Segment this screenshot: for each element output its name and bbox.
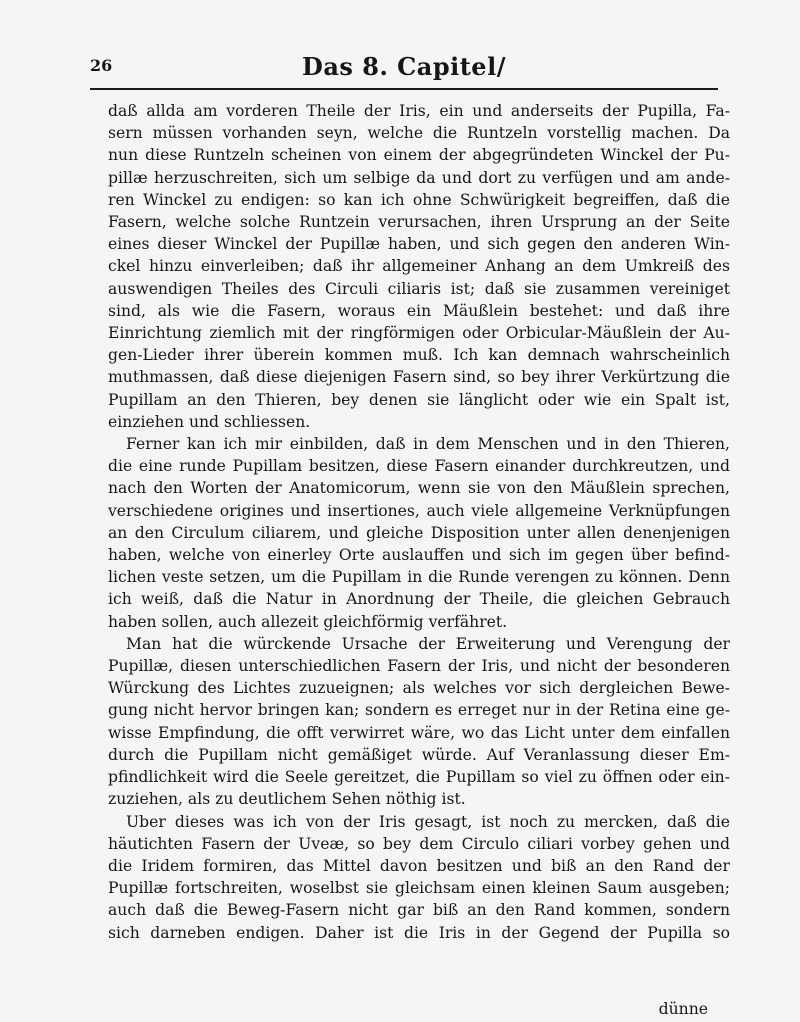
text-line: Man hat die würckende Ursache der Erweiterung und Verengung der [126,634,730,653]
text-line: wisse Empfindung, die offt verwirret wäre, wo das Licht unter dem einfallen [108,723,730,742]
text-line: Ferner kan ich mir einbilden, daß in dem Menschen und in den Thieren, [126,435,730,454]
text-line: pfindlichkeit wird die Seele gereitzet, die Pupillam so viel zu öffnen oder ein- [108,768,730,787]
text-line: an den Circulum ciliarem, und gleiche Disposition unter allen denenjenigen [108,523,730,542]
text-line: häutichten Fasern der Uveæ, so bey dem Circulo ciliari vorbey gehen und [108,834,730,853]
text-line: Pupillæ fortschreiten, woselbst sie gleichsam einen kleinen Saum ausgeben; [108,879,730,898]
text-line: pillæ herzuschreiten, sich um selbige da und dort zu verfügen und am ande- [108,168,730,187]
text-line: haben sollen, auch allezeit gleichförmig verfähret. [108,612,508,631]
text-line: durch die Pupillam nicht gemäßiget würde. Auf Veranlassung dieser Em- [108,745,730,764]
text-line: sind, als wie die Fasern, woraus ein Mäußlein bestehet: und daß ihre [108,301,730,320]
text-line: gen-Lieder ihrer überein kommen muß. Ich kan demnach wahrscheinlich [108,346,730,365]
text-line: Würckung des Lichtes zuzueignen; als welches vor sich dergleichen Bewe- [108,679,730,698]
text-line: auch daß die Beweg-Fasern nicht gar biß an den Rand kommen, sondern [108,901,730,920]
text-line: eines dieser Winckel der Pupillæ haben, und sich gegen den anderen Win- [108,235,730,254]
text-line: sern müssen vorhanden seyn, welche die Runtzeln vorstellig machen. Da [108,124,730,143]
text-line: ckel hinzu einverleiben; daß ihr allgemeiner Anhang an dem Umkreiß des [108,257,730,276]
text-line: zuziehen, als zu deutlichem Sehen nöthig ist. [108,790,466,809]
text-line: die Iridem formiren, das Mittel davon besitzen und biß an den Rand der [108,856,730,875]
text-line: nach den Worten der Anatomicorum, wenn sie von den Mäußlein sprechen, [108,479,730,498]
text-line: sich darneben endigen. Daher ist die Iris in der Gegend der Pupilla so [108,923,730,942]
text-line: daß allda am vorderen Theile der Iris, ein und anderseits der Pupilla, Fa- [108,102,730,120]
text-line: ich weiß, daß die Natur in Anordnung der Theile, die gleichen Gebrauch [108,590,730,609]
text-line: Pupillæ, diesen unterschiedlichen Fasern der Iris, und nicht der besonderen [108,657,730,676]
page-number: 26 [90,56,113,75]
text-line: nun diese Runtzeln scheinen von einem der abgegründeten Winckel der Pu- [108,146,730,165]
text-line: auswendigen Theiles des Circuli ciliaris ist; daß sie zusammen vereiniget [108,279,730,298]
text-line: Pupillam an den Thieren, bey denen sie länglicht oder wie ein Spalt ist, [108,390,730,409]
text-line: muthmassen, daß diese diejenigen Fasern sind, so bey ihrer Verkürtzung die [108,368,730,387]
text-line: die eine runde Pupillam besitzen, diese Fasern einander durchkreutzen, und [108,457,730,476]
text-line: einziehen und schliessen. [108,412,311,431]
text-line: ren Winckel zu endigen: so kan ich ohne Schwürigkeit begreiffen, daß die [108,190,730,209]
text-line: haben, welche von einerley Orte auslauffen und sich im gegen über befind- [108,546,730,565]
text-line: lichen veste setzen, um die Pupillam in die Runde verengen zu können. Denn [108,568,730,587]
text-line: Uber dieses was ich von der Iris gesagt, ist noch zu mercken, daß die [126,812,730,831]
text-line: Einrichtung ziemlich mit der ringförmigen oder Orbicular-Mäußlein der Au- [108,324,730,343]
text-line: Fasern, welche solche Runtzein verursachen, ihren Ursprung an der Seite [108,213,730,232]
page-header [90,52,718,90]
running-head: Das 8. Capitel/ [302,52,506,81]
body-text [108,100,730,944]
text-line: verschiedene origines und insertiones, auch viele allgemeine Verknüpfungen [108,501,730,520]
catchword: dünne [658,1000,708,1018]
text-line: gung nicht hervor bringen kan; sondern es erreget nur in der Retina eine ge- [108,701,730,720]
